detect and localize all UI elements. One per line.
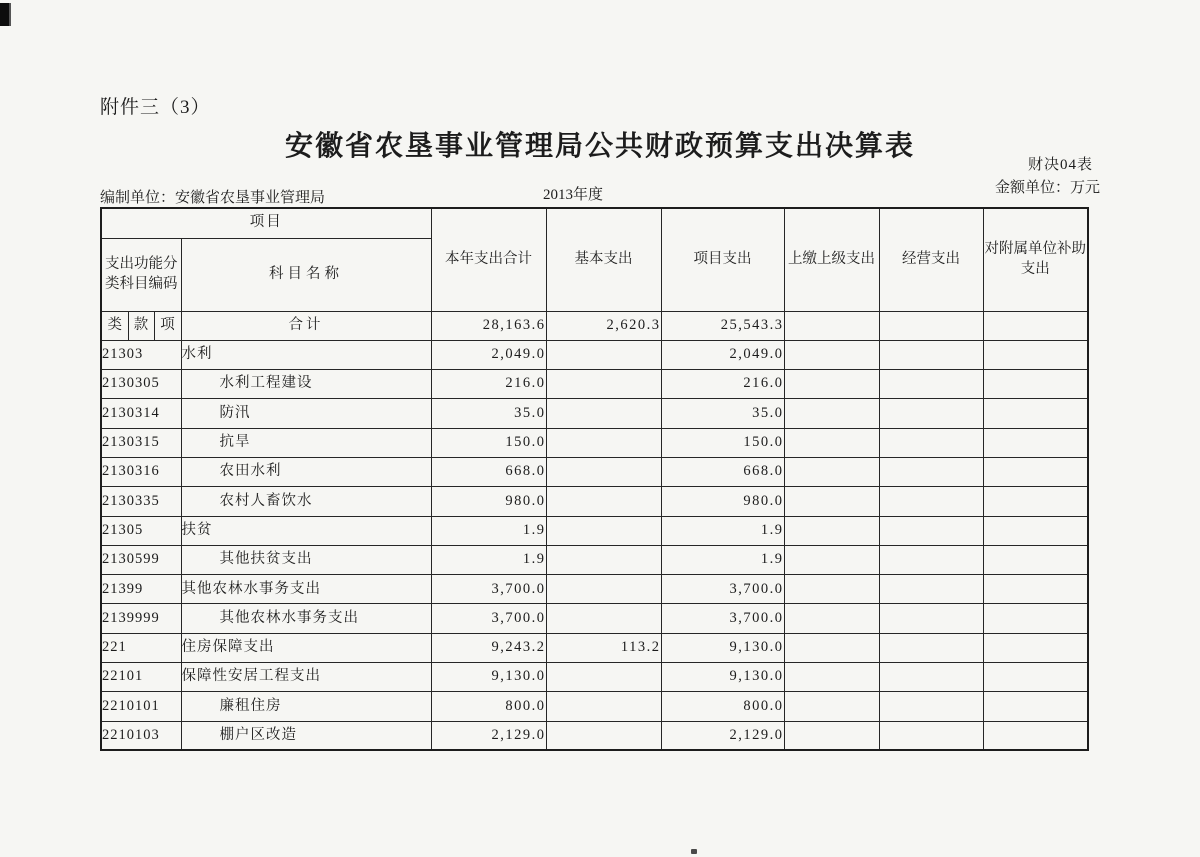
row-code: 2130315 (101, 428, 181, 457)
row-code: 21399 (101, 575, 181, 604)
row-code: 2130335 (101, 487, 181, 516)
row-subject-name: 住房保障支出 (181, 633, 431, 662)
row-value (879, 340, 983, 369)
document-title: 安徽省农垦事业管理局公共财政预算支出决算表 (284, 131, 915, 162)
row-subject-name: 其他扶贫支出 (181, 545, 431, 574)
row-code: 221 (101, 633, 181, 662)
row-value (879, 692, 983, 721)
attachment-label: 附件三（3） (100, 97, 211, 118)
row-value: 216.0 (431, 370, 546, 399)
row-value: 980.0 (661, 487, 784, 516)
row-value: 800.0 (661, 692, 784, 721)
row-code: 2210103 (101, 721, 181, 750)
row-value (879, 545, 983, 574)
table-row (101, 516, 1088, 545)
col-header-basic: 基本支出 (546, 208, 661, 311)
row-value: 3,700.0 (431, 575, 546, 604)
table-row (101, 340, 1088, 369)
row-value: 9,130.0 (661, 663, 784, 692)
row-value (983, 428, 1088, 457)
budget-table (100, 207, 1089, 751)
row-value (983, 663, 1088, 692)
row-value (879, 633, 983, 662)
project-header-cell: 项目 (101, 208, 431, 238)
row-value (983, 399, 1088, 428)
row-subject-name: 棚户区改造 (181, 721, 431, 750)
row-value: 3,700.0 (661, 575, 784, 604)
row-value (784, 721, 879, 750)
row-value (879, 487, 983, 516)
col-header-upper-level: 上缴上级支出 (784, 208, 879, 311)
row-code: 2130599 (101, 545, 181, 574)
row-value: 3,700.0 (431, 604, 546, 633)
row-value: 9,130.0 (661, 633, 784, 662)
fiscal-year-label: 2013年度 (543, 187, 604, 203)
row-value (546, 399, 661, 428)
row-value (546, 370, 661, 399)
table-row (101, 487, 1088, 516)
row-value: 150.0 (661, 428, 784, 457)
row-value (983, 721, 1088, 750)
row-value (546, 428, 661, 457)
row-value (546, 604, 661, 633)
subject-name-header: 科目名称 (181, 238, 431, 311)
row-subject-name: 农田水利 (181, 457, 431, 486)
row-value (879, 370, 983, 399)
total-row-value (983, 311, 1088, 340)
col-header-total: 本年支出合计 (431, 208, 546, 311)
total-row-value (784, 311, 879, 340)
row-subject-name: 其他农林水事务支出 (181, 604, 431, 633)
scan-edge-artifact (0, 3, 11, 26)
row-value: 35.0 (661, 399, 784, 428)
row-value (546, 721, 661, 750)
row-value (546, 340, 661, 369)
col-header-subsidy: 对附属单位补助支出 (983, 208, 1088, 311)
row-value (784, 575, 879, 604)
row-value (784, 516, 879, 545)
row-subject-name: 水利工程建设 (181, 370, 431, 399)
header-row-project (101, 208, 1088, 238)
total-row-value (879, 311, 983, 340)
row-value: 9,243.2 (431, 633, 546, 662)
row-value (784, 340, 879, 369)
table-row (101, 428, 1088, 457)
table-row (101, 633, 1088, 662)
row-value (879, 457, 983, 486)
table-body (101, 311, 1088, 750)
row-value: 1.9 (661, 516, 784, 545)
table-row (101, 575, 1088, 604)
row-value (983, 545, 1088, 574)
row-value (784, 545, 879, 574)
row-value: 2,129.0 (661, 721, 784, 750)
row-value: 9,130.0 (431, 663, 546, 692)
budget-table-container (100, 207, 1089, 751)
scan-speck-artifact (691, 849, 697, 854)
row-code: 21303 (101, 340, 181, 369)
row-value: 668.0 (431, 457, 546, 486)
table-row (101, 604, 1088, 633)
row-value (546, 487, 661, 516)
row-value: 2,129.0 (431, 721, 546, 750)
total-row-value: 28,163.6 (431, 311, 546, 340)
total-row-value: 25,543.3 (661, 311, 784, 340)
row-value (784, 633, 879, 662)
row-value (784, 457, 879, 486)
row-value: 113.2 (546, 633, 661, 662)
row-value (983, 575, 1088, 604)
row-code: 2130314 (101, 399, 181, 428)
row-subject-name: 保障性安居工程支出 (181, 663, 431, 692)
row-value (546, 575, 661, 604)
row-value (546, 692, 661, 721)
row-value (546, 457, 661, 486)
row-value (784, 663, 879, 692)
row-value (879, 721, 983, 750)
row-value: 980.0 (431, 487, 546, 516)
table-row (101, 399, 1088, 428)
row-code: 2139999 (101, 604, 181, 633)
row-value (983, 692, 1088, 721)
row-value: 1.9 (431, 545, 546, 574)
row-value (983, 457, 1088, 486)
row-code: 22101 (101, 663, 181, 692)
row-value: 35.0 (431, 399, 546, 428)
row-value (879, 663, 983, 692)
row-subject-name: 抗旱 (181, 428, 431, 457)
row-subject-name: 扶贫 (181, 516, 431, 545)
row-value (784, 692, 879, 721)
row-subject-name: 农村人畜饮水 (181, 487, 431, 516)
table-row (101, 692, 1088, 721)
row-value: 150.0 (431, 428, 546, 457)
total-row (101, 311, 1088, 340)
row-value (983, 633, 1088, 662)
col-header-operating: 经营支出 (879, 208, 983, 311)
row-value: 2,049.0 (661, 340, 784, 369)
row-value: 3,700.0 (661, 604, 784, 633)
table-row (101, 457, 1088, 486)
row-value (879, 604, 983, 633)
row-value (879, 399, 983, 428)
row-code: 21305 (101, 516, 181, 545)
form-code-label: 财决04表 (1027, 157, 1093, 173)
row-value (784, 604, 879, 633)
row-value (784, 370, 879, 399)
row-subject-name: 水利 (181, 340, 431, 369)
row-value: 1.9 (431, 516, 546, 545)
row-value: 216.0 (661, 370, 784, 399)
row-value: 1.9 (661, 545, 784, 574)
amount-unit-label: 金额单位：万元 (994, 180, 1100, 196)
row-value: 800.0 (431, 692, 546, 721)
col-header-project-exp: 项目支出 (661, 208, 784, 311)
row-value (983, 340, 1088, 369)
sub-header-kuan: 款 (128, 311, 154, 340)
row-value (879, 516, 983, 545)
row-code: 2130316 (101, 457, 181, 486)
row-value (546, 516, 661, 545)
code-column-header: 支出功能分类科目编码 (101, 238, 181, 311)
sub-header-xiang: 项 (154, 311, 181, 340)
table-row (101, 721, 1088, 750)
row-subject-name: 廉租住房 (181, 692, 431, 721)
row-value: 2,049.0 (431, 340, 546, 369)
table-row (101, 545, 1088, 574)
table-row (101, 370, 1088, 399)
row-value (879, 428, 983, 457)
sub-header-lei: 类 (101, 311, 128, 340)
prepared-by-label: 编制单位：安徽省农垦事业管理局 (100, 190, 326, 206)
row-value (784, 428, 879, 457)
total-row-value: 2,620.3 (546, 311, 661, 340)
row-subject-name: 防汛 (181, 399, 431, 428)
row-value (784, 487, 879, 516)
row-value (879, 575, 983, 604)
row-value (546, 663, 661, 692)
table-row (101, 663, 1088, 692)
row-subject-name: 其他农林水事务支出 (181, 575, 431, 604)
total-row-label: 合计 (181, 311, 431, 340)
row-code: 2210101 (101, 692, 181, 721)
row-value (983, 370, 1088, 399)
row-value (784, 399, 879, 428)
row-value (983, 604, 1088, 633)
row-value (546, 545, 661, 574)
row-value (983, 487, 1088, 516)
row-code: 2130305 (101, 370, 181, 399)
row-value (983, 516, 1088, 545)
row-value: 668.0 (661, 457, 784, 486)
